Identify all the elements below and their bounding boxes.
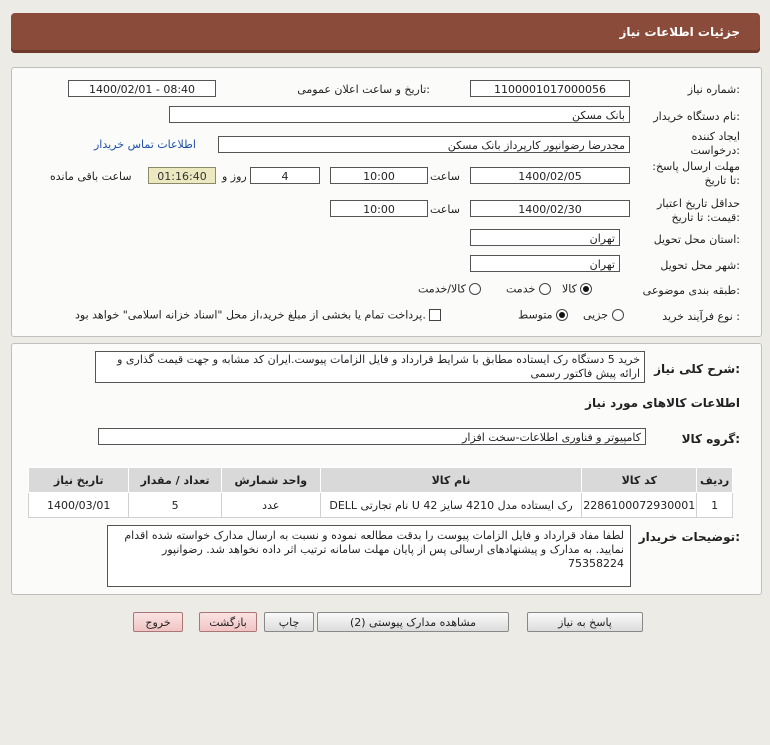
category-label: طبقه بندی موضوعی:	[642, 284, 740, 297]
attachments-button[interactable]: مشاهده مدارک پیوستی (2)	[317, 612, 509, 632]
cell-item-code: 2286100072930001	[582, 493, 697, 518]
process-option-minor[interactable]: جزیی	[583, 308, 624, 322]
cell-row: 1	[697, 493, 733, 518]
province-label: استان محل تحویل:	[653, 233, 740, 246]
need-number-field: 1100001017000056	[470, 80, 630, 97]
days-label: روز و	[222, 170, 247, 183]
goods-section-title: اطلاعات کالاهای مورد نیاز	[585, 396, 740, 410]
col-item-name: نام کالا	[320, 468, 582, 493]
category-option-goods-service[interactable]: کالا/خدمت	[418, 282, 481, 296]
radio-icon[interactable]	[556, 309, 568, 321]
checkbox-icon[interactable]	[429, 309, 441, 321]
city-field: تهران	[470, 255, 620, 272]
goods-group-label: گروه کالا:	[681, 432, 740, 446]
validity-date-field: 1400/02/30	[470, 200, 630, 217]
description-label: شرح کلی نیاز:	[654, 362, 740, 376]
col-quantity: تعداد / مقدار	[129, 468, 221, 493]
deadline-date-field: 1400/02/05	[470, 167, 630, 184]
table-header-row	[29, 468, 733, 493]
description-text: خرید 5 دستگاه رک ایستاده مطابق با شرایط قرارداد و فایل الزامات پیوست.ایران کد مشابه و جهت قیمت گذاری و ارائه پیش فاکتور رسمی	[95, 351, 645, 383]
process-label: نوع فرآیند خرید :	[662, 310, 740, 323]
exit-button[interactable]: خروج	[133, 612, 183, 632]
category-option-service[interactable]: خدمت	[506, 282, 551, 296]
deadline-label: مهلت ارسال پاسخ: تا تاریخ:	[652, 160, 740, 187]
reply-button[interactable]: پاسخ به نیاز	[527, 612, 643, 632]
validity-label: حداقل تاریخ اعتبار قیمت: تا تاریخ:	[656, 197, 740, 224]
goods-group-field: کامپیوتر و فناوری اطلاعات-سخت افزار	[98, 428, 646, 445]
announce-field: 1400/02/01 - 08:40	[68, 80, 216, 97]
col-unit: واحد شمارش	[221, 468, 320, 493]
col-need-date: تاریخ نیاز	[29, 468, 129, 493]
province-field: تهران	[470, 229, 620, 246]
deadline-time-field: 10:00	[330, 167, 428, 184]
items-table	[28, 467, 733, 518]
payment-option[interactable]: پرداخت تمام یا بخشی از مبلغ خرید،از محل "اسناد خزانه اسلامی" خواهد بود.	[75, 308, 441, 322]
radio-icon[interactable]	[580, 283, 592, 295]
process-option-medium[interactable]: متوسط	[518, 308, 568, 322]
page-title: جزئیات اطلاعات نیاز	[619, 25, 740, 39]
validity-time-label: ساعت	[430, 203, 460, 216]
print-button[interactable]: چاپ	[264, 612, 314, 632]
radio-icon[interactable]	[539, 283, 551, 295]
days-field: 4	[250, 167, 320, 184]
cell-need-date: 1400/03/01	[29, 493, 129, 518]
col-item-code: کد کالا	[582, 468, 697, 493]
buyer-label: نام دستگاه خریدار:	[653, 110, 740, 123]
contact-info-link[interactable]: اطلاعات تماس خریدار	[94, 138, 196, 151]
buyer-notes-label: توضیحات خریدار:	[638, 530, 740, 544]
remaining-timer: 01:16:40	[148, 167, 216, 184]
radio-icon[interactable]	[469, 283, 481, 295]
radio-icon[interactable]	[612, 309, 624, 321]
page-header	[11, 13, 760, 53]
cell-quantity: 5	[129, 493, 221, 518]
city-label: شهر محل تحویل:	[660, 259, 740, 272]
col-row: ردیف	[697, 468, 733, 493]
cell-item-name: رک ایستاده مدل 4210 سایز 42 U نام تجارتی DELL	[320, 493, 582, 518]
category-option-goods[interactable]: کالا	[562, 282, 592, 296]
deadline-time-label: ساعت	[430, 170, 460, 183]
back-button[interactable]: بازگشت	[199, 612, 257, 632]
requester-field: مجدرضا رضوانپور کارپرداز بانک مسکن	[218, 136, 630, 153]
cell-unit: عدد	[221, 493, 320, 518]
requester-label: ایجاد کننده درخواست:	[690, 130, 740, 157]
buyer-notes-text: لطفا مفاد قرارداد و فایل الزامات پیوست را بدقت مطالعه نموده و نسبت به ارسال مدارک خواسته شده اقدام نمایید. به مدارک و پیشنهادهای ارسالی پس از پایان مهلت سامانه ترتیب اثر داده نخواهد شد. رضوانپور 75358224	[107, 525, 631, 587]
announce-label: تاریخ و ساعت اعلان عمومی:	[297, 83, 430, 96]
remaining-label: ساعت باقی مانده	[50, 170, 132, 183]
buyer-field: بانک مسکن	[169, 106, 630, 123]
validity-time-field: 10:00	[330, 200, 428, 217]
need-number-label: شماره نیاز:	[687, 83, 740, 96]
table-row	[29, 493, 733, 518]
